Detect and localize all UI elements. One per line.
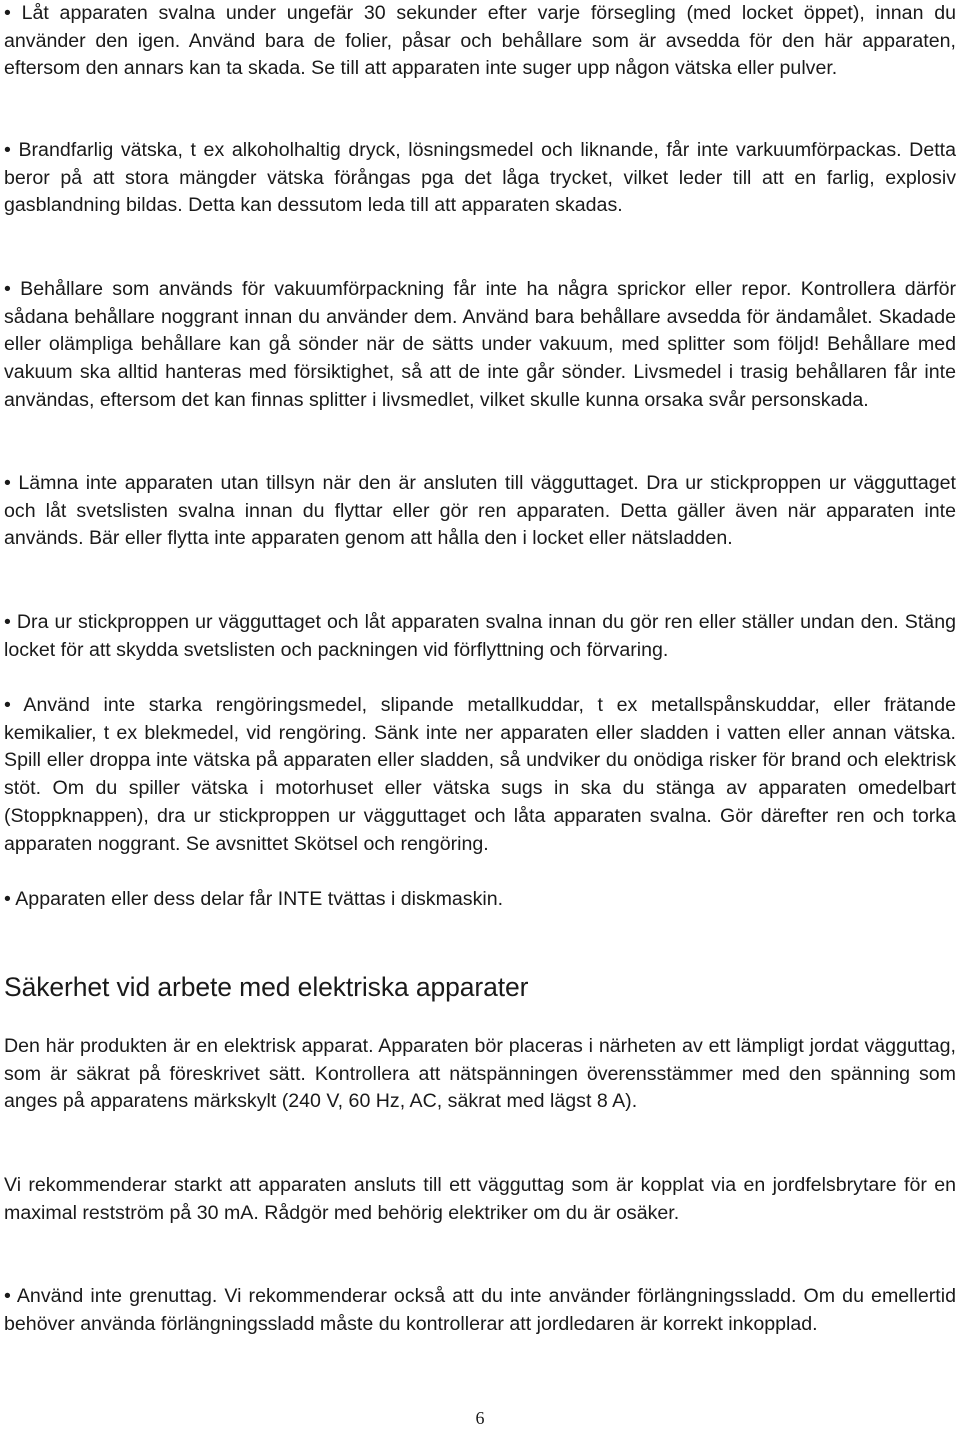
safety-paragraph-supervision: • Lämna inte apparaten utan tillsyn när den är ansluten till vägguttaget. Dra ur stickproppen ur vägguttaget och låt svetslisten svalna innan du flyttar eller gör ren apparaten. Detta gäller även när apparaten inte används. Bär eller flytta inte apparaten genom att hålla den i locket eller nätsladden. bbox=[4, 472, 956, 550]
safety-paragraph-dishwasher: • Apparaten eller dess delar får INTE tvättas i diskmaskin. bbox=[4, 888, 504, 910]
electrical-paragraph-outlet: Den här produkten är en elektrisk apparat. Apparaten bör placeras i närheten av ett lämpligt jordat vägguttag, som är säkrat på föreskrivet sätt. Kontrollera att nätspänningen överensstämmer med den spänning som anges på apparatens märkskylt (240 V, 60 Hz, AC, säkrat med lägst 8 A). bbox=[4, 1035, 956, 1113]
electrical-paragraph-rcd: Vi rekommenderar starkt att apparaten ansluts till ett vägguttag som är kopplat via en jordfelsbrytare för en maximal restström på 30 mA. Rådgör med behörig elektriker om du är osäker. bbox=[4, 1174, 956, 1224]
safety-paragraph-cleaning: • Använd inte starka rengöringsmedel, slipande metallkuddar, t ex metallspånskuddar, eller frätande kemikalier, t ex blekmedel, vid rengöring. Sänk inte ner apparaten eller sladden i vatten eller annan vätska. Spill eller droppa inte vätska på apparaten eller sladden, så undviker du onödiga risker för brand och elektrisk stöt. Om du spiller vätska i motorhuset eller vätska sugs in ska du stänga av apparaten omedelbart (Stoppknappen), dra ur stickproppen ur vägguttaget och låta apparaten svalna. Gör därefter ren och torka apparaten noggrant. Se avsnittet Skötsel och rengöring. bbox=[4, 694, 956, 855]
safety-paragraph-cooling: • Låt apparaten svalna under ungefär 30 sekunder efter varje försegling (med locket öppet), innan du använder den igen. Använd bara de folier, påsar och behållare som är avsedda för den här apparaten, eftersom den annars kan ta skada. Se till att apparaten inte suger upp någon vätska eller pulver. bbox=[4, 2, 956, 80]
electrical-paragraph-extension: • Använd inte grenuttag. Vi rekommenderar också att du inte använder förlängningssladd. Om du emellertid behöver använda förlängningssladd måste du kontrollerar att jordledaren är korrekt inkopplad. bbox=[4, 1285, 956, 1335]
safety-paragraph-unplug: • Dra ur stickproppen ur vägguttaget och låt apparaten svalna innan du gör ren eller ställer undan den. Stäng locket för att skydda svetslisten och packningen vid förflyttning och förvaring. bbox=[4, 611, 956, 661]
safety-paragraph-flammable-liquid: • Brandfarlig vätska, t ex alkoholhaltig dryck, lösningsmedel och liknande, får inte varkuumförpackas. Detta beror på att stora mängder vätska förångas pga det låga trycket, vilket leder till att en farlig, explosiv gasblandning bildas. Detta kan dessutom leda till att apparaten skadas. bbox=[4, 139, 956, 217]
section-heading: Säkerhet vid arbete med elektriska apparater bbox=[4, 972, 529, 1002]
page-number: 6 bbox=[475, 1408, 485, 1428]
safety-paragraph-containers: • Behållare som används för vakuumförpackning får inte ha några sprickor eller repor. Kontrollera därför sådana behållare noggrant innan du använder dem. Använd bara behållare avsedda för ändamålet. Skadade eller olämpliga behållare kan gå sönder när de sätts under vakuum, med splitter som följd! Behållare med vakuum ska alltid hanteras med försiktighet, så att de inte går sönder. Livsmedel i trasig behållaren får inte användas, eftersom det kan finnas splitter i livsmedlet, vilket skulle kunna orsaka svår personskada. bbox=[4, 278, 956, 411]
